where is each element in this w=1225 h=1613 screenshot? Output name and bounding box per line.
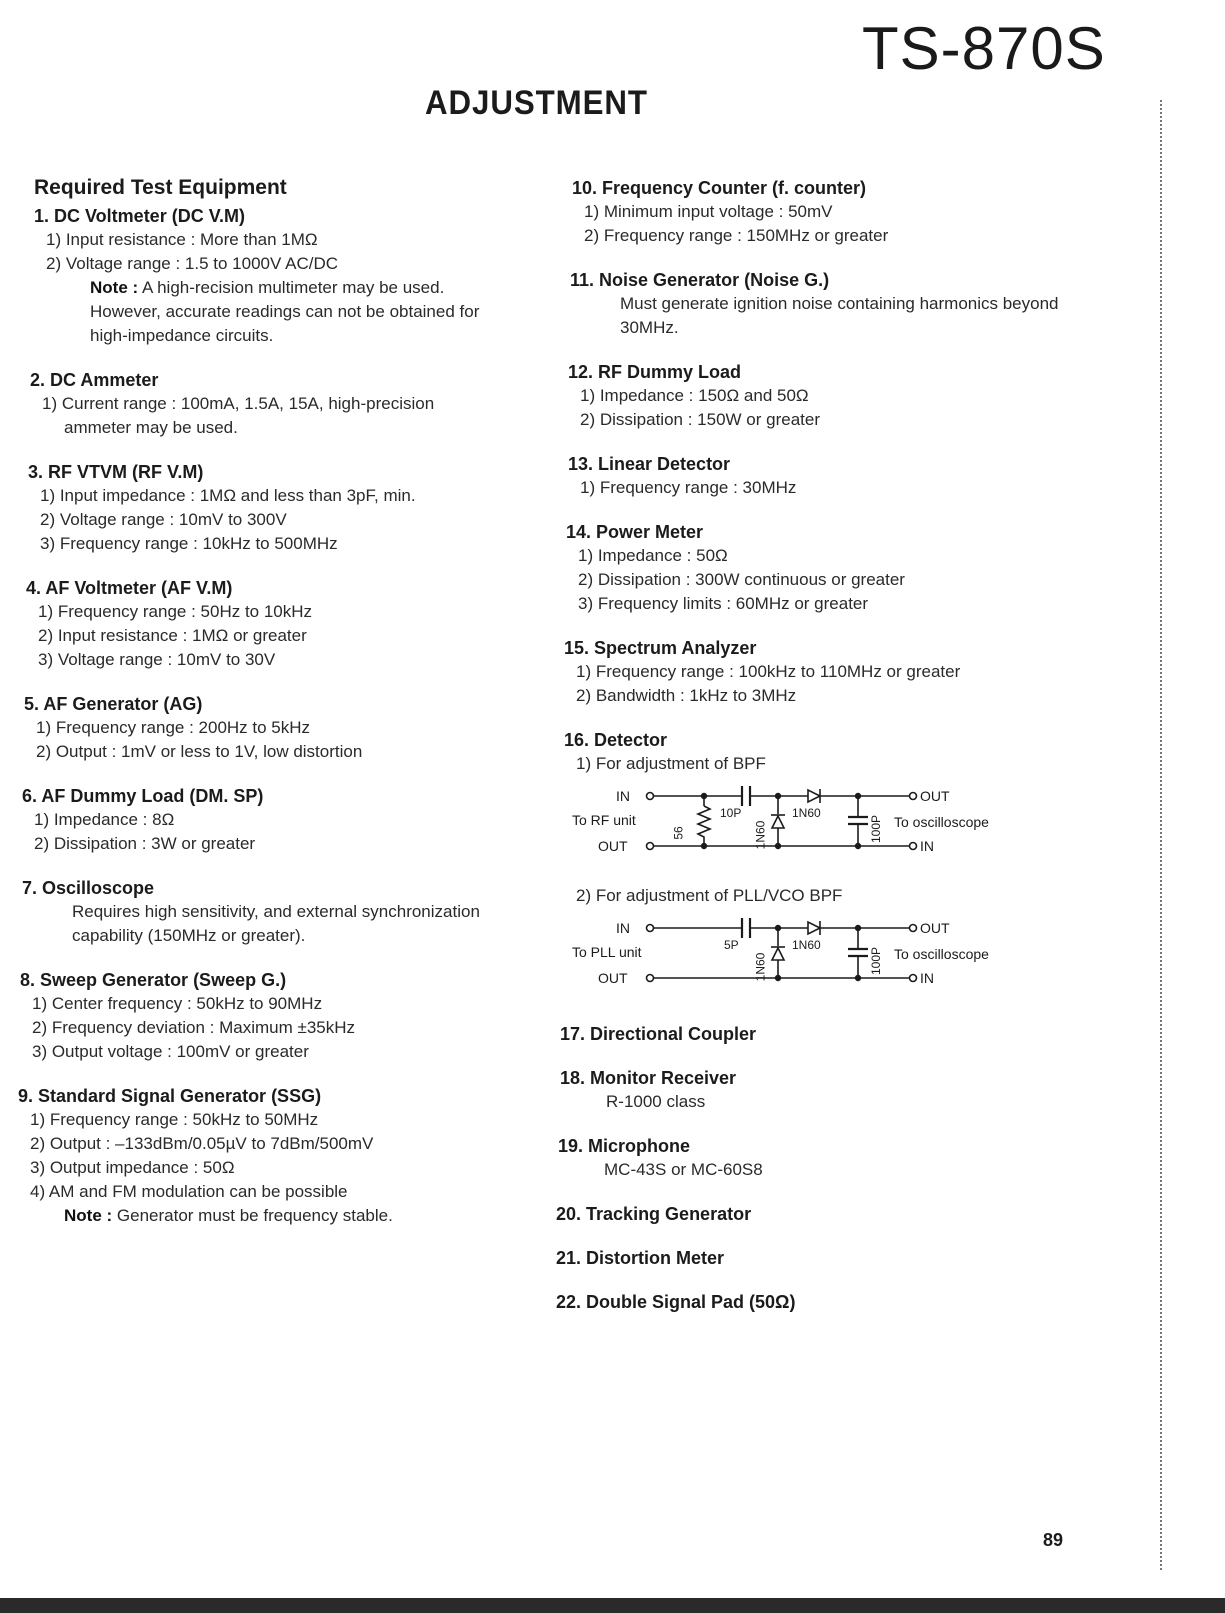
item-title: 13. Linear Detector [568,454,731,474]
item-line: 2) Input resistance : 1MΩ or greater [38,626,307,645]
item-line: 3) Output impedance : 50Ω [30,1158,235,1177]
item-title: 18. Monitor Receiver [560,1068,737,1088]
item-title: 2. DC Ammeter [30,370,159,390]
out-label: OUT [598,838,628,854]
item-title: 17. Directional Coupler [560,1024,757,1044]
scan-border [0,1598,1225,1613]
diode-label: 1N60 [753,952,768,982]
item-line: 1) Frequency range : 50kHz to 50MHz [30,1110,319,1129]
item-line: 1) Frequency range : 200Hz to 5kHz [36,718,311,737]
item-text: Requires high sensitivity, and external synchronization capability (150MHz or greater). [72,902,480,945]
out-terminal [647,975,654,982]
junction [776,794,781,799]
diode-1n60 [772,948,784,960]
equipment-item [558,1134,1116,1182]
detector-diagram-pll [564,916,1034,1002]
item-title: 12. RF Dummy Load [568,362,742,382]
equipment-item [570,268,1116,340]
item-title: 7. Oscilloscope [22,878,155,898]
junction [702,844,707,849]
in-terminal [647,793,654,800]
diode-1n60 [808,922,820,934]
resistor-label: 56 [671,826,686,840]
diode-1n60 [808,790,820,802]
item-line: 1) Frequency range : 30MHz [580,478,797,497]
out-terminal [910,925,917,932]
item-title: 10. Frequency Counter (f. counter) [572,178,867,198]
equipment-item [26,576,490,672]
capacitor-label: 5P [724,938,739,952]
item-title: 22. Double Signal Pad (50Ω) [556,1292,796,1312]
item-line: 2) Output : –133dBm/0.05µV to 7dBm/500mV [30,1134,374,1153]
equipment-item [560,1066,1116,1114]
item-line: 1) Center frequency : 50kHz to 90MHz [32,994,323,1013]
item-note [34,276,490,348]
item-line: 2) Output : 1mV or less to 1V, low distortion [36,742,363,761]
in-label: IN [920,838,934,854]
out-label: OUT [920,788,950,804]
item-line: 1) Frequency range : 100kHz to 110MHz or greater [576,662,961,681]
item-line: 3) Output voltage : 100mV or greater [32,1042,309,1061]
in-label: IN [920,970,934,986]
right-column [556,176,1116,1334]
equipment-item [20,968,490,1064]
item-line: 2) Voltage range : 1.5 to 1000V AC/DC [46,254,339,273]
equipment-item [564,728,1116,1002]
in-terminal [647,925,654,932]
junction [856,844,861,849]
equipment-item [556,1246,1116,1270]
equipment-item [568,452,1116,500]
item-line: 1) Impedance : 150Ω and 50Ω [580,386,809,405]
equipment-item [24,692,490,764]
junction [776,926,781,931]
in-terminal [910,975,917,982]
scope-label: To oscilloscope [894,814,989,830]
item-line: 1) Input impedance : 1MΩ and less than 3pF, min. [40,486,416,505]
item-title: 1. DC Voltmeter (DC V.M) [34,206,246,226]
in-terminal [910,843,917,850]
item-line: 2) Frequency deviation : Maximum ±35kHz [32,1018,356,1037]
item-line: 2) Dissipation : 150W or greater [580,410,820,429]
in-label: IN [616,788,630,804]
capacitor-label: 100P [869,814,884,844]
equipment-item [34,204,490,348]
item-title: 19. Microphone [558,1136,691,1156]
note-text: Generator must be frequency stable. [112,1206,393,1225]
equipment-item [30,368,490,440]
note-text: A high-recision multimeter may be used. However, accurate readings can not be obtained for high-impedance circuits. [90,278,480,345]
item-title: 6. AF Dummy Load (DM. SP) [22,786,264,806]
in-label: IN [616,920,630,936]
item-line: 3) Voltage range : 10mV to 30V [38,650,276,669]
item-title: 21. Distortion Meter [556,1248,725,1268]
item-text: R-1000 class [606,1092,706,1111]
diode-label: 1N60 [792,938,821,952]
equipment-item [568,360,1116,432]
item-text: Must generate ignition noise containing harmonics beyond 30MHz. [620,294,1059,337]
item-title: 9. Standard Signal Generator (SSG) [18,1086,322,1106]
item-line: 1) Minimum input voltage : 50mV [584,202,833,221]
junction [702,794,707,799]
junction [776,976,781,981]
note-label: Note : [64,1206,113,1225]
item-line: 3) Frequency limits : 60MHz or greater [578,594,869,613]
section-title: Required Test Equipment [34,176,287,199]
page-number: 89 [1043,1530,1064,1550]
item-line: 2) Bandwidth : 1kHz to 3MHz [576,686,797,705]
item-title: 15. Spectrum Analyzer [564,638,757,658]
scope-label: To oscilloscope [894,946,989,962]
item-line: 1) Impedance : 8Ω [34,810,175,829]
item-line: 4) AM and FM modulation can be possible [30,1182,348,1201]
item-title: 20. Tracking Generator [556,1204,752,1224]
equipment-item [28,460,490,556]
item-line: 3) Frequency range : 10kHz to 500MHz [40,534,338,553]
left-column [20,176,490,1248]
capacitor-label: 10P [720,806,742,820]
item-line: 1) Impedance : 50Ω [578,546,728,565]
item-title: 4. AF Voltmeter (AF V.M) [26,578,233,598]
item-line: 1) Current range : 100mA, 1.5A, 15A, high-precision ammeter may be used. [42,394,435,437]
equipment-item [560,1022,1116,1046]
equipment-item [566,520,1116,616]
item-title: 5. AF Generator (AG) [24,694,203,714]
scan-edge [1160,100,1166,1570]
item-line: 2) For adjustment of PLL/VCO BPF [576,886,843,905]
item-line: 2) Dissipation : 3W or greater [34,834,256,853]
equipment-item [564,636,1116,708]
out-label: OUT [598,970,628,986]
item-line: 2) Frequency range : 150MHz or greater [584,226,889,245]
item-title: 11. Noise Generator (Noise G.) [570,270,830,290]
item-title: 3. RF VTVM (RF V.M) [28,462,204,482]
junction [776,844,781,849]
capacitor-label: 100P [869,946,884,976]
detector-diagram-bpf [564,784,1034,870]
equipment-item [22,876,490,948]
item-line: 1) Input resistance : More than 1MΩ [46,230,318,249]
out-label: OUT [920,920,950,936]
junction [856,926,861,931]
page-title: ADJUSTMENT [425,84,648,122]
out-terminal [910,793,917,800]
equipment-item [22,784,490,856]
diode-label: 1N60 [792,806,821,820]
equipment-item [572,176,1116,248]
item-title: 14. Power Meter [566,522,704,542]
note-label: Note : [90,278,139,297]
diode-label: 1N60 [753,820,768,850]
unit-label: To PLL unit [572,944,642,960]
equipment-item [556,1202,1116,1226]
item-line: 2) Voltage range : 10mV to 300V [40,510,287,529]
equipment-item [18,1084,490,1228]
diode-1n60 [772,816,784,828]
item-line: 1) For adjustment of BPF [576,754,766,773]
item-line: 1) Frequency range : 50Hz to 10kHz [38,602,313,621]
equipment-item [556,1290,1116,1314]
junction [856,976,861,981]
item-text: MC-43S or MC-60S8 [604,1160,763,1179]
item-line: 2) Dissipation : 300W continuous or greater [578,570,905,589]
junction [856,794,861,799]
model-number: TS-870S [862,15,1106,82]
item-note [18,1204,490,1228]
item-title: 16. Detector [564,730,668,750]
resistor-56 [698,806,710,846]
out-terminal [647,843,654,850]
unit-label: To RF unit [572,812,636,828]
item-title: 8. Sweep Generator (Sweep G.) [20,970,287,990]
